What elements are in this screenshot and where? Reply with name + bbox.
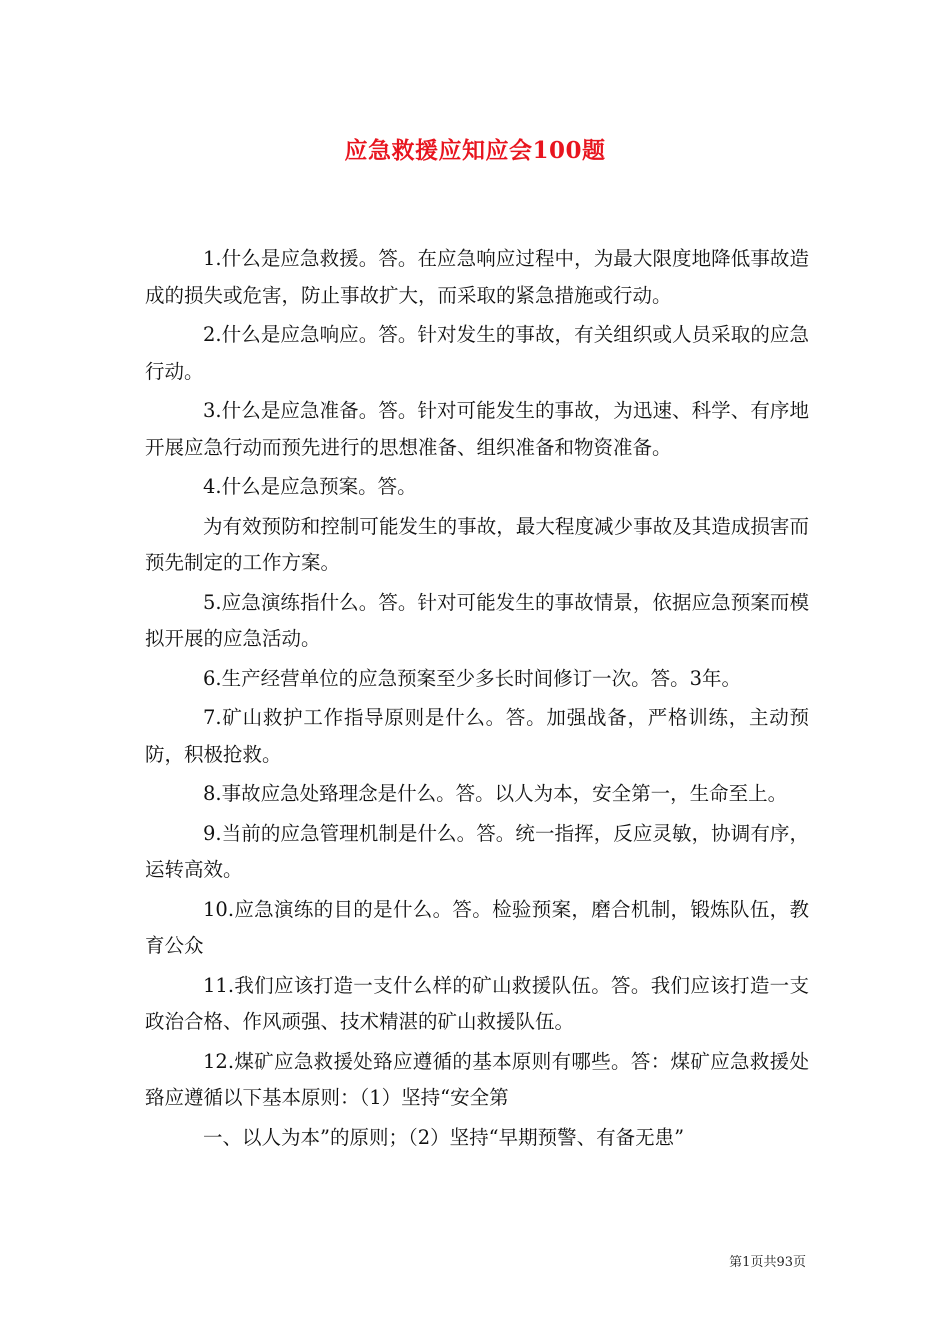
paragraph-q5: 5.应急演练指什么。答。针对可能发生的事故情景，依据应急预案而模拟开展的应急活动。 [145, 590, 809, 650]
paragraph-q11: 11.我们应该打造一支什么样的矿山救援队伍。答。我们应该打造一支政治合格、作风顽强、技术精湛的矿山救援队伍。 [145, 973, 809, 1033]
document-title: 应急救援应知应会100题 [344, 137, 606, 164]
paragraph-q12: 12.煤矿应急救援处臵应遵循的基本原则有哪些。答：煤矿应急救援处臵应遵循以下基本原则：（1）坚持“安全第 [145, 1049, 809, 1109]
paragraph-q8: 8.事故应急处臵理念是什么。答。以人为本，安全第一，生命至上。 [203, 782, 788, 805]
paragraph-q7: 7.矿山救护工作指导原则是什么。答。加强战备，严格训练，主动预防，积极抢救。 [145, 706, 809, 766]
paragraph-q3: 3.什么是应急准备。答。针对可能发生的事故，为迅速、科学、有序地开展应急行动而预先进行的思想准备、组织准备和物资准备。 [145, 399, 809, 459]
paragraph-q4-answer: 为有效预防和控制可能发生的事故，最大程度减少事故及其造成损害而预先制定的工作方案。 [145, 514, 809, 574]
paragraph-q4: 4.什么是应急预案。答。 [203, 475, 417, 498]
paragraph-q1: 1.什么是应急救援。答。在应急响应过程中，为最大限度地降低事故造成的损失或危害，防止事故扩大，而采取的紧急措施或行动。 [145, 247, 809, 307]
document-body [145, 241, 809, 1159]
paragraph-q9: 9.当前的应急管理机制是什么。答。统一指挥，反应灵敏，协调有序，运转高效。 [145, 821, 809, 881]
paragraph-q6: 6.生产经营单位的应急预案至少多长时间修订一次。答。3年。 [203, 666, 742, 690]
paragraph-q12-continued: 一、以人为本”的原则；（2）坚持“早期预警、有备无患” [203, 1125, 685, 1149]
page-number: 第1页共93页 [729, 1255, 806, 1270]
paragraph-q2: 2.什么是应急响应。答。针对发生的事故，有关组织或人员采取的应急行动。 [145, 323, 809, 383]
paragraph-q10: 10.应急演练的目的是什么。答。检验预案，磨合机制，锻炼队伍，教育公众 [145, 897, 809, 957]
